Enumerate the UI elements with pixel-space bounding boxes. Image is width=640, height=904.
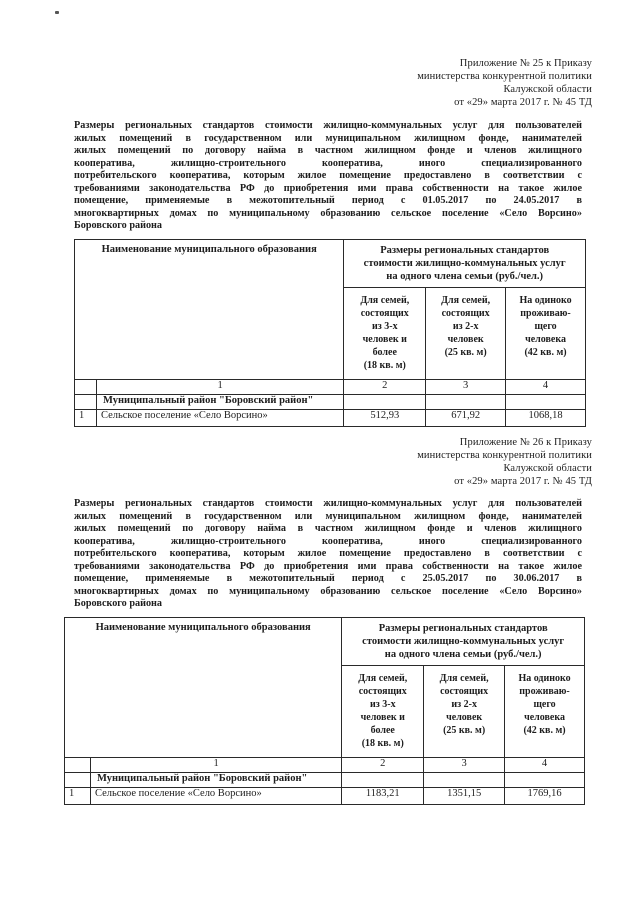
subheader-line: щего	[534, 321, 557, 332]
heading-line: потребительского кооператива, которым жилое помещение предоставлено в соответствии с	[74, 170, 582, 181]
scan-speck	[55, 11, 59, 14]
subheader-3plus	[344, 288, 426, 380]
appendix-ministry: министерства конкурентной политики	[417, 450, 592, 461]
district-index-blank	[65, 773, 91, 788]
row-index: 1	[75, 410, 97, 427]
subheader-line: На одиноко	[519, 295, 572, 306]
appendix-header	[417, 436, 592, 488]
subheader-line: состоящих	[440, 686, 489, 697]
empty-cell	[505, 773, 585, 788]
empty-cell	[506, 395, 586, 410]
subheader-line: Для семей,	[441, 295, 491, 306]
empty-cell	[344, 395, 426, 410]
settlement-name: Сельское поселение «Село Ворсино»	[96, 410, 343, 427]
standards-table	[74, 239, 586, 427]
subheader-line: человек и	[362, 334, 407, 345]
district-label: Муниципальный район "Боровский район"	[96, 395, 343, 410]
appendix-region: Калужской области	[503, 84, 592, 95]
heading-line: многоквартирных домах по муниципальному образованию сельское поселение «Село Ворсино»	[74, 207, 582, 219]
heading-line: жилых помещений по договору найма в частном жилищном фонде и членов жилищного	[74, 523, 582, 534]
empty-cell	[426, 395, 506, 410]
subheader-line: состоящих	[441, 308, 490, 319]
subheader-line: состоящих	[358, 686, 407, 697]
subheader-line: человек и	[360, 712, 405, 723]
empty-cell	[342, 773, 424, 788]
subheader-line: человек	[446, 712, 483, 723]
subheader-line: состоящих	[360, 308, 409, 319]
subheader-line: (18 кв. м)	[363, 360, 406, 371]
heading-line: жилых помещений по договору найма в частном жилищном фонде и членов жилищного	[74, 145, 582, 156]
appendix-header	[417, 57, 592, 109]
subheader-line: человека	[525, 334, 566, 345]
settlement-name: Сельское поселение «Село Ворсино»	[90, 788, 341, 805]
sizes-header-line: стоимости жилищно-коммунальных услуг	[362, 636, 565, 647]
subheader-line: более	[370, 725, 395, 736]
appendix-ministry: министерства конкурентной политики	[417, 71, 592, 82]
appendix-region: Калужской области	[503, 463, 592, 474]
subheader-line: (18 кв. м)	[361, 738, 404, 749]
appendix-title: Приложение № 26 к Приказу	[459, 437, 592, 448]
document-heading	[74, 498, 582, 611]
heading-line: требованиями законодательства РФ до приобретения ими права собственности на такое жилое	[74, 182, 582, 194]
value-single: 1068,18	[506, 410, 586, 427]
subheader-single	[505, 666, 585, 758]
subheader-line: человек	[447, 334, 484, 345]
subheader-line: проживаю-	[519, 686, 570, 697]
value-single: 1769,16	[505, 788, 585, 805]
appendix-date: от «29» марта 2017 г. № 45 ТД	[454, 476, 592, 487]
heading-line: Размеры региональных стандартов стоимости жилищно-коммунальных услуг для пользователей	[74, 120, 582, 131]
column-number: 1	[90, 758, 341, 773]
column-number: 2	[344, 380, 426, 395]
sizes-header-line: Размеры региональных стандартов	[378, 623, 548, 634]
heading-line: помещение, применяемые в межотопительный период с 01.05.2017 по 24.05.2017 в	[74, 195, 582, 206]
appendix-title: Приложение № 25 к Приказу	[459, 58, 592, 69]
column-number: 4	[505, 758, 585, 773]
subheader-line: (42 кв. м)	[523, 725, 566, 736]
column-number: 4	[506, 380, 586, 395]
heading-line: Боровского района	[74, 598, 163, 609]
standards-table	[64, 617, 585, 805]
subheader-line: более	[372, 347, 397, 358]
subheader-3plus	[342, 666, 424, 758]
subheader-2	[424, 666, 505, 758]
district-label: Муниципальный район "Боровский район"	[90, 773, 341, 788]
column-number: 2	[342, 758, 424, 773]
value-3plus: 1183,21	[342, 788, 424, 805]
subheader-line: из 2-х	[452, 321, 479, 332]
subheader-line: Для семей,	[439, 673, 489, 684]
subheader-line: из 2-х	[451, 699, 477, 710]
subheader-line: Для семей,	[358, 673, 408, 684]
empty-cell	[424, 773, 505, 788]
appendix-date: от «29» марта 2017 г. № 45 ТД	[454, 97, 592, 108]
subheader-line: из 3-х	[371, 321, 398, 332]
subheader-line: человека	[524, 712, 565, 723]
column-number-blank	[65, 758, 91, 773]
heading-line: Размеры региональных стандартов стоимости жилищно-коммунальных услуг для пользователей	[74, 498, 582, 509]
sizes-header-line: на одного члена семьи (руб./чел.)	[384, 649, 542, 660]
subheader-line: Для семей,	[360, 295, 410, 306]
column-header-sizes	[344, 240, 586, 288]
subheader-single	[506, 288, 586, 380]
subheader-line: из 3-х	[369, 699, 396, 710]
heading-line: кооператива, жилищно-строительного кооператива, иного специализированного	[74, 535, 582, 547]
subheader-line: щего	[533, 699, 556, 710]
row-index: 1	[65, 788, 91, 805]
document-heading	[74, 120, 582, 233]
subheader-line: На одиноко	[518, 673, 571, 684]
column-number: 1	[96, 380, 343, 395]
heading-line: помещение, применяемые в межотопительный период с 25.05.2017 по 30.06.2017 в	[74, 573, 582, 584]
heading-line: потребительского кооператива, которым жилое помещение предоставлено в соответствии с	[74, 548, 582, 559]
sizes-header-line: стоимости жилищно-коммунальных услуг	[363, 258, 566, 269]
heading-line: жилых помещений в государственном или муниципальном жилищном фонде, нанимателей	[74, 510, 582, 522]
heading-line: жилых помещений в государственном или муниципальном жилищном фонде, нанимателей	[74, 132, 582, 144]
heading-line: Боровского района	[74, 220, 163, 231]
column-number: 3	[426, 380, 506, 395]
heading-line: многоквартирных домах по муниципальному образованию сельское поселение «Село Ворсино»	[74, 585, 582, 597]
heading-line: требованиями законодательства РФ до приобретения ими права собственности на такое жилое	[74, 560, 582, 572]
value-2: 1351,15	[424, 788, 505, 805]
subheader-line: (25 кв. м)	[444, 347, 487, 358]
subheader-line: (25 кв. м)	[443, 725, 486, 736]
heading-line: кооператива, жилищно-строительного кооператива, иного специализированного	[74, 157, 582, 169]
subheader-line: (42 кв. м)	[524, 347, 567, 358]
column-header-name: Наименование муниципального образования	[75, 240, 344, 380]
column-header-sizes	[342, 618, 585, 666]
subheader-2	[426, 288, 506, 380]
value-3plus: 512,93	[344, 410, 426, 427]
value-2: 671,92	[426, 410, 506, 427]
column-number-blank	[75, 380, 97, 395]
subheader-line: проживаю-	[520, 308, 571, 319]
column-number: 3	[424, 758, 505, 773]
column-header-name: Наименование муниципального образования	[65, 618, 342, 758]
sizes-header-line: на одного члена семьи (руб./чел.)	[386, 271, 544, 282]
sizes-header-line: Размеры региональных стандартов	[380, 245, 550, 256]
district-index-blank	[75, 395, 97, 410]
